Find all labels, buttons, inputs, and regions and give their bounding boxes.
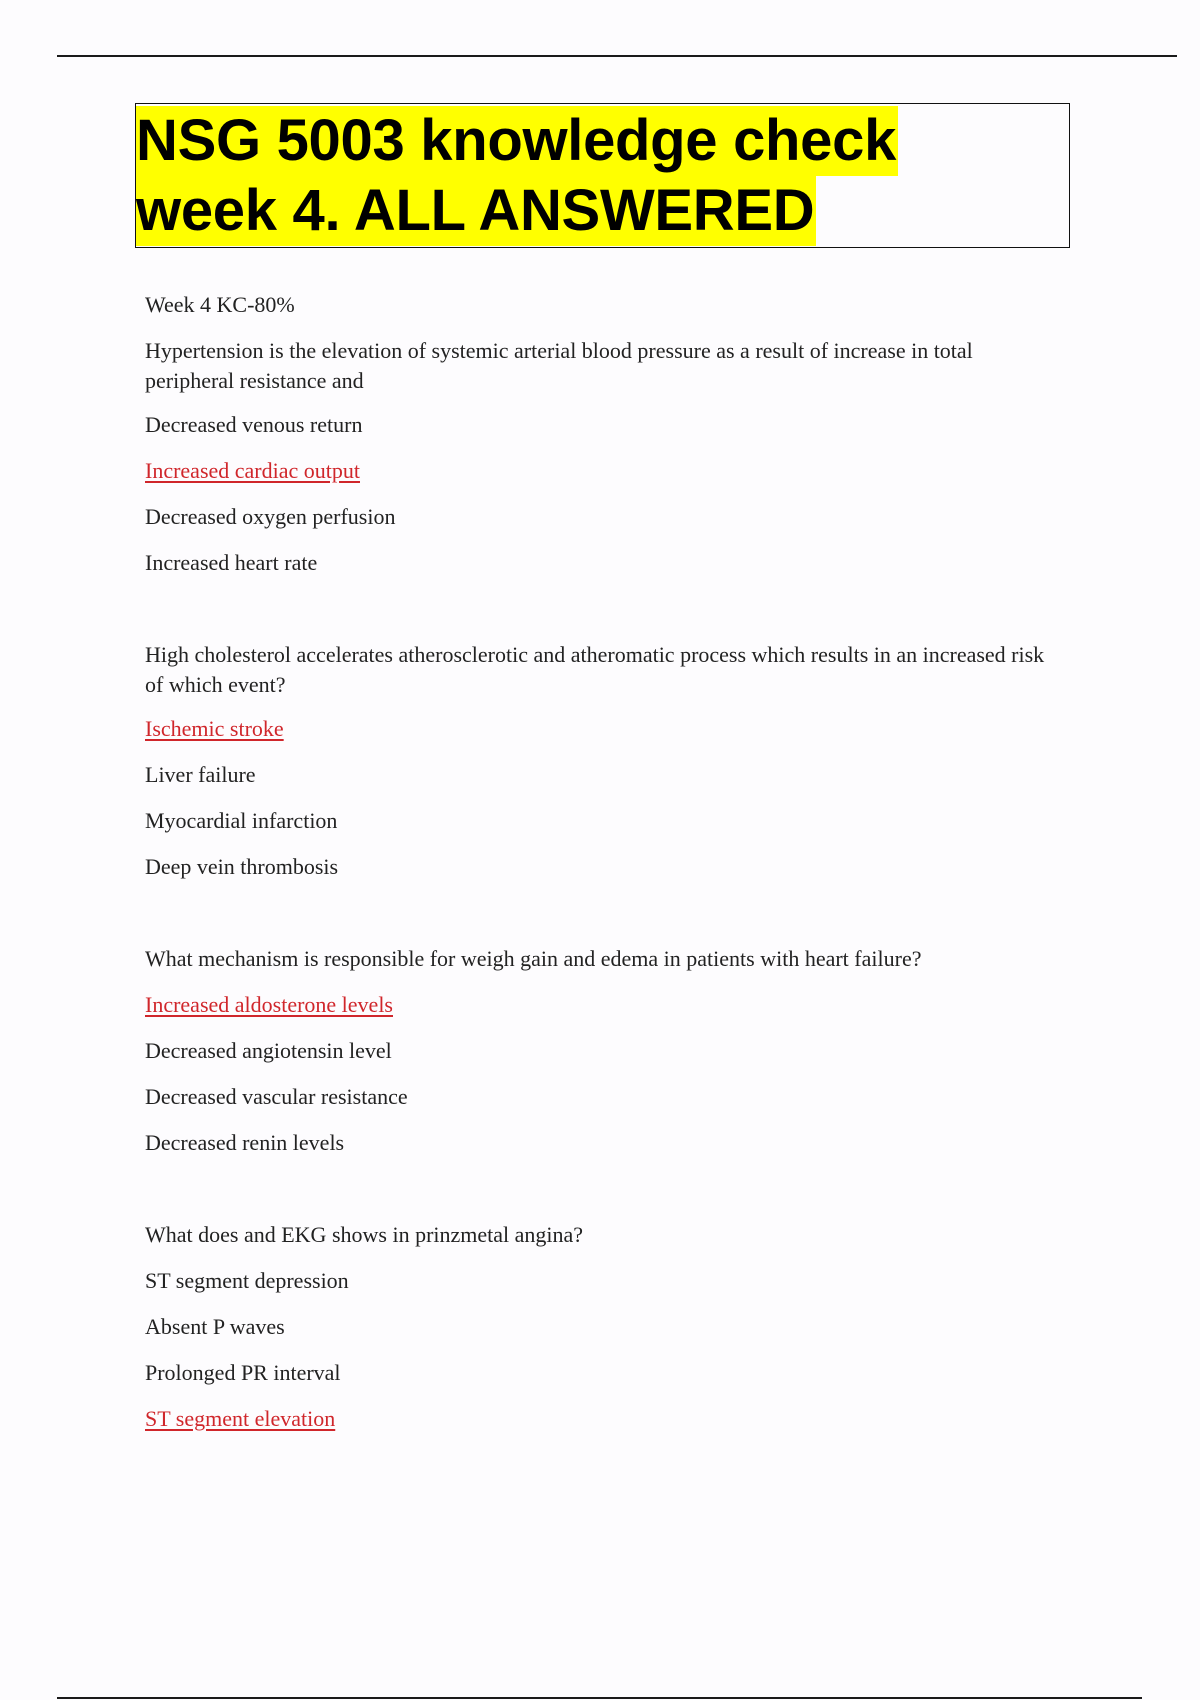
answer-option: ST segment depression [145,1268,349,1293]
question-block [145,640,1065,882]
question-text: What does and EKG shows in prinzmetal angina? [145,1222,584,1247]
spacer [145,898,1065,944]
question-block [145,336,1065,578]
answer-option: Myocardial infarction [145,808,338,833]
answer-option: Absent P waves [145,1314,285,1339]
header-rule [57,55,1177,57]
answer-option: Decreased oxygen perfusion [145,504,396,529]
answer-option: Decreased angiotensin level [145,1038,392,1063]
answer-option: Increased heart rate [145,550,318,575]
document-title-line-2: week 4. ALL ANSWERED [136,176,816,246]
subtitle: Week 4 KC-80% [145,292,295,317]
answer-option: Liver failure [145,762,256,787]
correct-answer-option: Ischemic stroke [145,716,284,741]
question-text: High cholesterol accelerates atherosclerotic and atheromatic process which results in an increased risk of which event? [145,642,1045,697]
answer-option: Decreased vascular resistance [145,1084,408,1109]
document-body [145,290,1065,1450]
answer-option: Decreased venous return [145,412,363,437]
spacer [145,1174,1065,1220]
spacer [145,594,1065,640]
question-text: Hypertension is the elevation of systemic arterial blood pressure as a result of increase in total peripheral resistance and [145,338,973,393]
answer-option: Prolonged PR interval [145,1360,341,1385]
question-block [145,1220,1065,1434]
correct-answer-option: Increased aldosterone levels [145,992,393,1017]
document-title-line-1: NSG 5003 knowledge check [136,106,898,176]
answer-option: Decreased renin levels [145,1130,345,1155]
correct-answer-option: ST segment elevation [145,1406,336,1431]
title-box [135,103,1070,248]
question-text: What mechanism is responsible for weigh gain and edema in patients with heart failure? [145,946,922,971]
footer-rule [57,1697,1142,1699]
correct-answer-option: Increased cardiac output [145,458,360,483]
answer-option: Deep vein thrombosis [145,854,339,879]
question-block [145,944,1065,1158]
